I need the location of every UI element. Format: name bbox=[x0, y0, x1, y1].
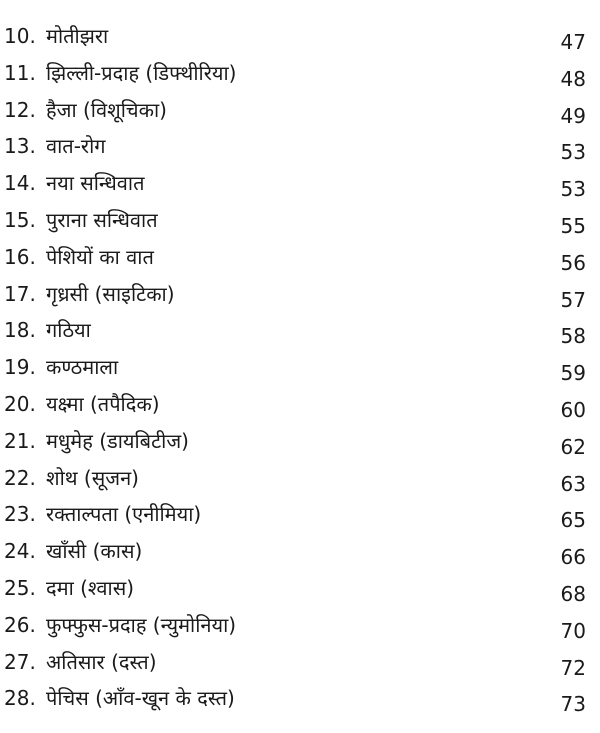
entry-number: 11. bbox=[4, 60, 36, 85]
entry-page-number: 53 bbox=[560, 177, 586, 202]
entry-title: शोथ (सूजन) bbox=[46, 465, 139, 490]
toc-entry bbox=[0, 390, 600, 427]
toc-entry bbox=[0, 169, 600, 206]
entry-number: 23. bbox=[4, 502, 36, 527]
entry-number: 18. bbox=[4, 318, 36, 343]
entry-title: गठिया bbox=[46, 318, 91, 343]
entry-page-number: 70 bbox=[560, 618, 586, 643]
entry-title: गृध्रसी (साइटिका) bbox=[46, 281, 175, 306]
entry-page-number: 72 bbox=[560, 655, 586, 680]
entry-number: 28. bbox=[4, 686, 36, 711]
entry-title: फुफ्फुस-प्रदाह (न्युमोनिया) bbox=[46, 612, 237, 637]
entry-page-number: 49 bbox=[560, 103, 586, 128]
entry-number: 19. bbox=[4, 355, 36, 380]
entry-page-number: 48 bbox=[560, 66, 586, 91]
entry-title: रक्ताल्पता (एनीमिया) bbox=[46, 502, 202, 527]
toc-entry bbox=[0, 22, 600, 59]
toc-entry bbox=[0, 464, 600, 501]
entry-page-number: 56 bbox=[560, 250, 586, 275]
entry-title: नया सन्धिवात bbox=[46, 171, 145, 196]
entry-number: 10. bbox=[4, 24, 36, 48]
entry-number: 16. bbox=[4, 244, 36, 269]
toc-entry bbox=[0, 353, 600, 390]
entry-number: 22. bbox=[4, 465, 36, 490]
table-of-contents bbox=[0, 22, 600, 721]
entry-number: 12. bbox=[4, 97, 36, 122]
toc-entry bbox=[0, 280, 600, 317]
toc-entry bbox=[0, 206, 600, 243]
entry-page-number: 58 bbox=[560, 324, 586, 349]
entry-page-number: 68 bbox=[560, 581, 586, 606]
entry-page-number: 65 bbox=[560, 508, 586, 533]
entry-number: 25. bbox=[4, 575, 36, 600]
entry-title: खाँसी (कास) bbox=[46, 539, 143, 564]
toc-entry bbox=[0, 648, 600, 685]
toc-entry bbox=[0, 59, 600, 96]
entry-number: 21. bbox=[4, 428, 36, 453]
entry-number: 14. bbox=[4, 171, 36, 196]
entry-number: 26. bbox=[4, 612, 36, 637]
toc-entry bbox=[0, 500, 600, 537]
entry-page-number: 55 bbox=[560, 213, 586, 238]
entry-page-number: 66 bbox=[560, 545, 586, 570]
entry-number: 27. bbox=[4, 649, 36, 674]
toc-entry bbox=[0, 684, 600, 721]
entry-title: कण्ठमाला bbox=[46, 355, 119, 380]
entry-page-number: 53 bbox=[560, 140, 586, 165]
entry-number: 13. bbox=[4, 134, 36, 159]
entry-number: 15. bbox=[4, 207, 36, 232]
entry-title: हैजा (विशूचिका) bbox=[46, 97, 167, 122]
entry-title: यक्ष्मा (तपैदिक) bbox=[46, 391, 160, 416]
toc-entry bbox=[0, 611, 600, 648]
entry-page-number: 73 bbox=[560, 692, 586, 717]
entry-title: दमा (श्वास) bbox=[46, 575, 135, 600]
entry-title: पेशियों का वात bbox=[46, 244, 154, 269]
toc-entry bbox=[0, 96, 600, 133]
toc-entry bbox=[0, 316, 600, 353]
entry-page-number: 57 bbox=[560, 287, 586, 312]
entry-title: पुराना सन्धिवात bbox=[46, 207, 158, 232]
entry-page-number: 62 bbox=[560, 434, 586, 459]
entry-page-number: 59 bbox=[560, 361, 586, 386]
entry-page-number: 60 bbox=[560, 397, 586, 422]
entry-number: 20. bbox=[4, 391, 36, 416]
entry-title: पेचिस (आँव-खून के दस्त) bbox=[46, 686, 235, 711]
entry-title: मोतीझरा bbox=[46, 24, 109, 48]
toc-entry bbox=[0, 132, 600, 169]
entry-number: 17. bbox=[4, 281, 36, 306]
toc-entry bbox=[0, 243, 600, 280]
entry-number: 24. bbox=[4, 539, 36, 564]
toc-entry bbox=[0, 574, 600, 611]
entry-page-number: 63 bbox=[560, 471, 586, 496]
entry-title: वात-रोग bbox=[46, 134, 106, 159]
entry-title: मधुमेह (डायबिटीज) bbox=[46, 428, 189, 453]
toc-entry bbox=[0, 537, 600, 574]
entry-title: अतिसार (दस्त) bbox=[46, 649, 157, 674]
entry-page-number: 47 bbox=[560, 30, 586, 54]
entry-title: झिल्ली-प्रदाह (डिफ्थीरिया) bbox=[46, 60, 237, 85]
toc-entry bbox=[0, 427, 600, 464]
